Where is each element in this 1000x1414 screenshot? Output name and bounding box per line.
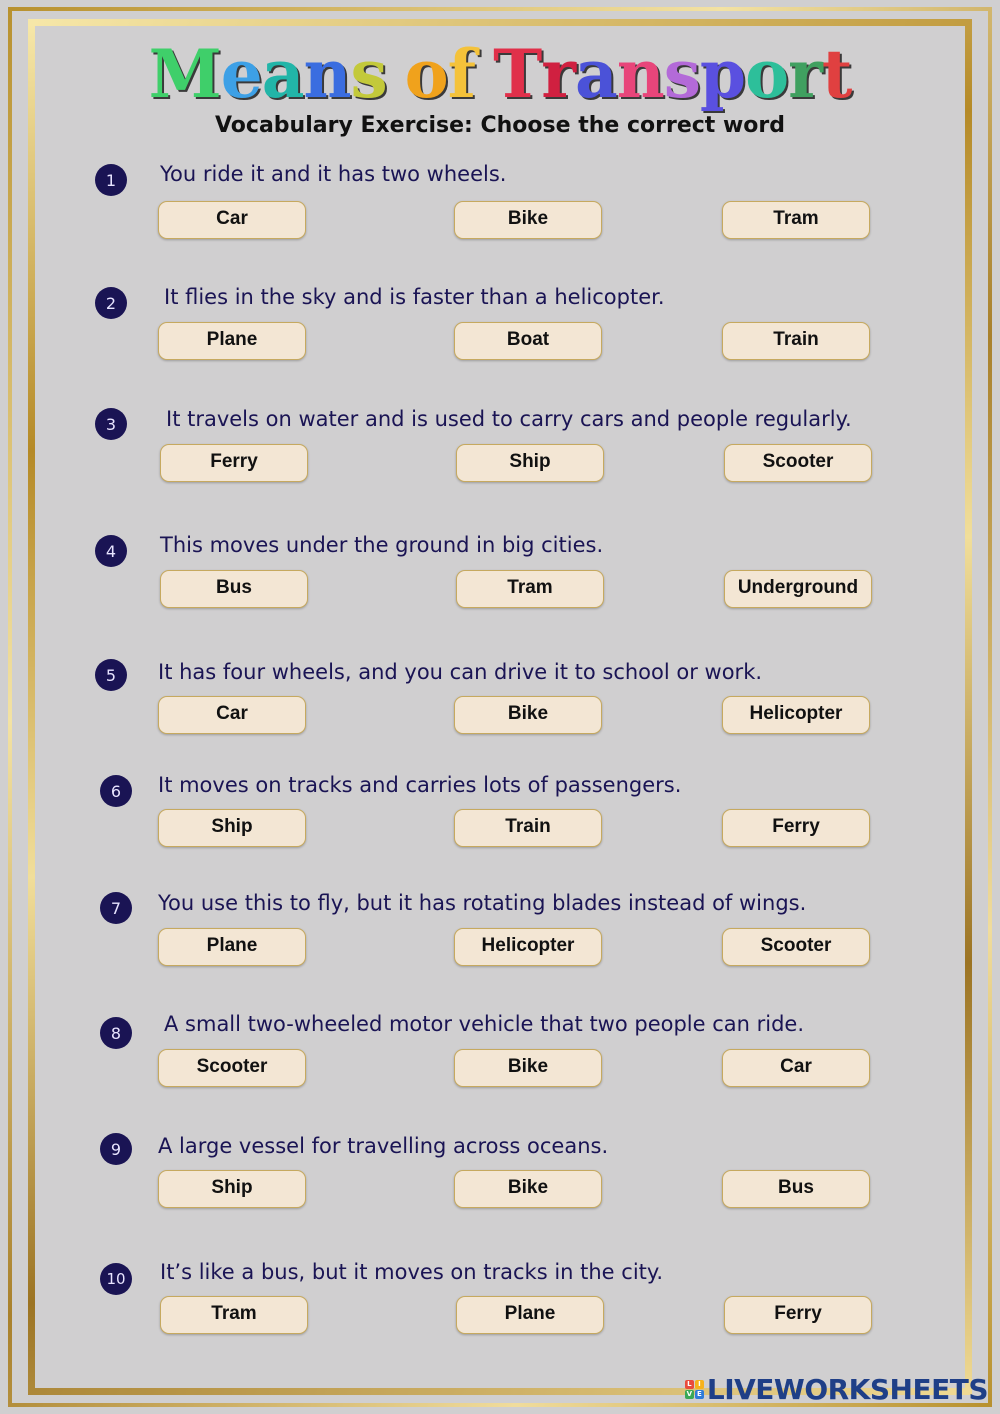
answer-option-button[interactable]: Scooter — [722, 928, 870, 966]
title-letter: T — [493, 35, 542, 113]
answer-option-button[interactable]: Helicopter — [722, 696, 870, 734]
title-letter: o — [745, 35, 789, 113]
answer-option-button[interactable]: Bus — [722, 1170, 870, 1208]
title-letter: t — [821, 35, 852, 113]
question-text: A small two-wheeled motor vehicle that two people can ride. — [164, 1012, 805, 1036]
question-number-badge: 9 — [100, 1133, 132, 1165]
answer-option-button[interactable]: Tram — [160, 1296, 308, 1334]
logo-tile: I — [695, 1380, 704, 1389]
answer-option-button[interactable]: Ship — [456, 444, 604, 482]
answer-option-button[interactable]: Scooter — [158, 1049, 306, 1087]
logo-text: LIVEWORKSHEETS — [706, 1373, 988, 1406]
liveworksheets-logo-icon — [685, 1380, 704, 1399]
question-number-badge: 5 — [95, 659, 127, 691]
answer-option-button[interactable]: Ferry — [160, 444, 308, 482]
title-letter: a — [261, 35, 304, 113]
answer-option-button[interactable]: Ship — [158, 809, 306, 847]
question-text: It’s like a bus, but it moves on tracks in the city. — [160, 1260, 664, 1284]
answer-option-button[interactable]: Tram — [456, 570, 604, 608]
logo-tile: E — [695, 1390, 704, 1399]
question-text: You use this to fly, but it has rotating blades instead of wings. — [158, 891, 807, 915]
question-number-badge: 10 — [100, 1263, 132, 1295]
title-letter: s — [350, 35, 387, 113]
title-letter: M — [148, 35, 221, 113]
question-number-badge: 7 — [100, 892, 132, 924]
question-number-badge: 4 — [95, 535, 127, 567]
title-letter: p — [699, 35, 746, 113]
question-text: This moves under the ground in big cities. — [160, 533, 604, 557]
title-letter: f — [447, 35, 476, 113]
answer-option-button[interactable]: Train — [454, 809, 602, 847]
title-letter: n — [303, 35, 351, 113]
title-letter: n — [616, 35, 664, 113]
answer-option-button[interactable]: Car — [158, 201, 306, 239]
answer-option-button[interactable]: Ship — [158, 1170, 306, 1208]
question-number-badge: 6 — [100, 775, 132, 807]
answer-option-button[interactable]: Underground — [724, 570, 872, 608]
title-letter: e — [220, 35, 262, 113]
answer-option-button[interactable]: Plane — [456, 1296, 604, 1334]
answer-option-button[interactable]: Bike — [454, 1170, 602, 1208]
question-text: A large vessel for travelling across oceans. — [158, 1134, 609, 1158]
answer-option-button[interactable]: Bike — [454, 1049, 602, 1087]
question-text: It travels on water and is used to carry cars and people regularly. — [166, 407, 852, 431]
title-letter: r — [541, 35, 575, 113]
answer-option-button[interactable]: Helicopter — [454, 928, 602, 966]
title-letter — [387, 32, 405, 116]
answer-option-button[interactable]: Train — [722, 322, 870, 360]
liveworksheets-logo — [685, 1373, 988, 1406]
question-text: It has four wheels, and you can drive it to school or work. — [158, 660, 763, 684]
answer-option-button[interactable]: Bike — [454, 696, 602, 734]
answer-option-button[interactable]: Car — [722, 1049, 870, 1087]
title-letter: s — [663, 35, 700, 113]
question-text: It moves on tracks and carries lots of passengers. — [158, 773, 682, 797]
answer-option-button[interactable]: Scooter — [724, 444, 872, 482]
logo-tile: L — [685, 1380, 694, 1389]
question-text: It flies in the sky and is faster than a helicopter. — [164, 285, 665, 309]
title-letter: a — [574, 35, 617, 113]
answer-option-button[interactable]: Plane — [158, 322, 306, 360]
question-number-badge: 8 — [100, 1017, 132, 1049]
answer-option-button[interactable]: Tram — [722, 201, 870, 239]
title-letter: o — [404, 35, 448, 113]
answer-option-button[interactable]: Ferry — [722, 809, 870, 847]
answer-option-button[interactable]: Bus — [160, 570, 308, 608]
answer-option-button[interactable]: Bike — [454, 201, 602, 239]
answer-option-button[interactable]: Car — [158, 696, 306, 734]
worksheet-title — [0, 32, 1000, 116]
answer-option-button[interactable]: Boat — [454, 322, 602, 360]
logo-tile: V — [686, 1390, 693, 1398]
title-letter: r — [788, 35, 822, 113]
question-text: You ride it and it has two wheels. — [160, 162, 507, 186]
question-number-badge: 1 — [95, 164, 127, 196]
question-number-badge: 3 — [95, 408, 127, 440]
title-letter — [475, 32, 493, 116]
question-number-badge: 2 — [95, 287, 127, 319]
answer-option-button[interactable]: Ferry — [724, 1296, 872, 1334]
worksheet-subtitle: Vocabulary Exercise: Choose the correct word — [214, 113, 785, 138]
answer-option-button[interactable]: Plane — [158, 928, 306, 966]
